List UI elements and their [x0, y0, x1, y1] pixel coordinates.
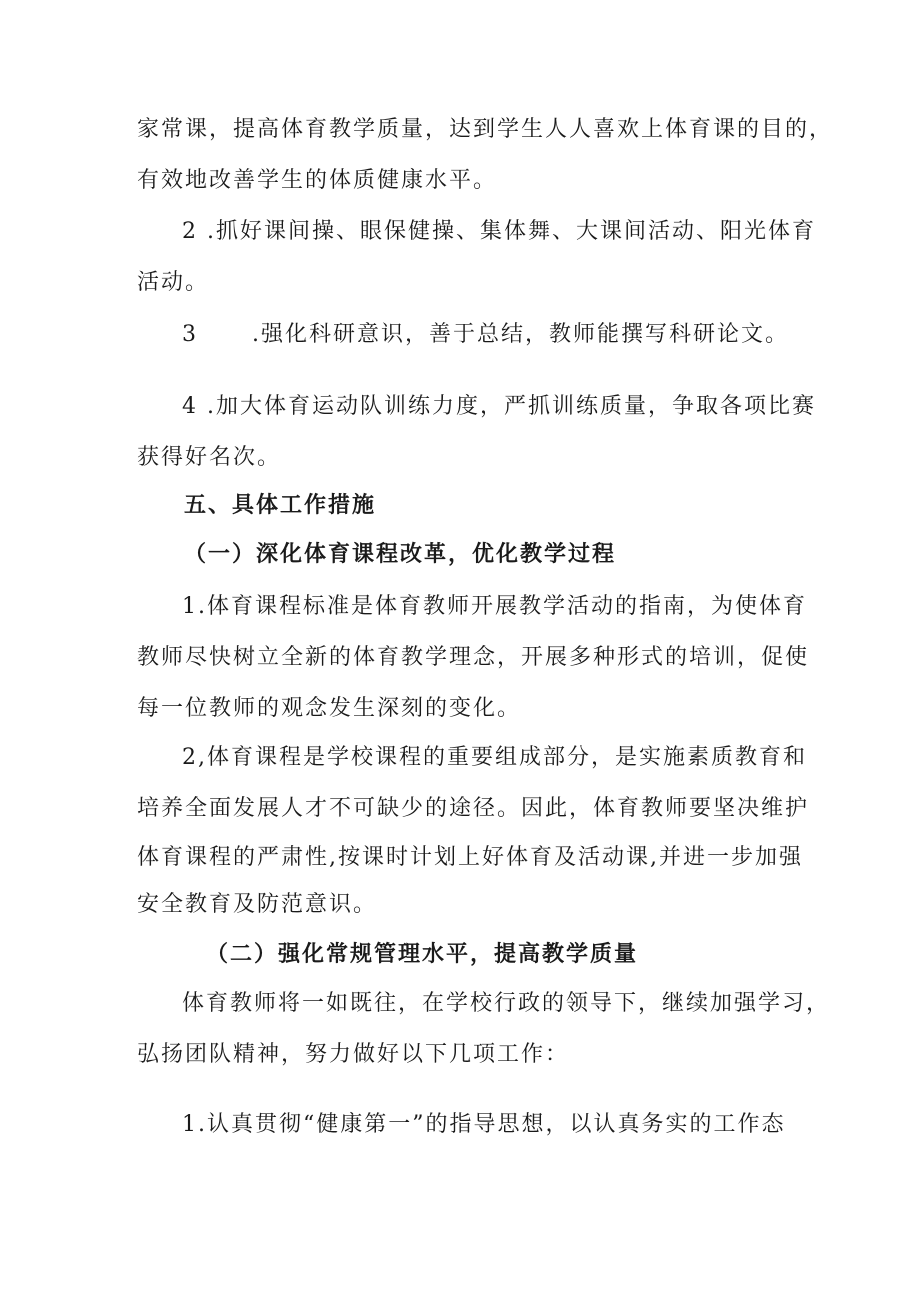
subsection-heading: （一）深化体育课程改革，优化教学过程 — [184, 542, 617, 567]
list-item-2-line: 2 .抓好课间操、眼保健操、集体舞、大课间活动、阳光体育 — [182, 219, 816, 244]
list-item-4-line: 4 .加大体育运动队训练力度，严抓训练质量，争取各项比赛 — [182, 394, 816, 419]
paragraph-line: 教师尽快树立全新的体育教学理念，开展多种形式的培训，促使 — [137, 645, 810, 670]
paragraph-line: 2,体育课程是学校课程的重要组成部分，是实施素质教育和 — [182, 745, 807, 770]
section-heading: 五、具体工作措施 — [184, 493, 377, 518]
paragraph-line: 1.体育课程标准是体育教师开展教学活动的指南，为使体育 — [182, 594, 807, 619]
paragraph-line: 弘扬团队精神，努力做好以下几项工作： — [137, 1042, 570, 1067]
paragraph-line: 培养全面发展人才不可缺少的途径。因此，体育教师要坚决维护 — [137, 796, 810, 821]
paragraph-line: 安全教育及防范意识。 — [137, 892, 378, 917]
paragraph-line: 体育课程的严肃性,按课时计划上好体育及活动课,并进一步加强 — [137, 845, 803, 870]
paragraph-line: 家常课，提高体育教学质量，达到学生人人喜欢上体育课的目的， — [137, 117, 834, 142]
paragraph-line: 有效地改善学生的体质健康水平。 — [137, 168, 498, 193]
list-item-4-line: 获得好名次。 — [137, 445, 282, 470]
subsection-heading: （二）强化常规管理水平，提高教学质量 — [206, 942, 639, 967]
paragraph-line: 体育教师将一如既往，在学校行政的领导下，继续加强学习， — [182, 991, 831, 1016]
paragraph-line: 每一位教师的观念发生深刻的变化。 — [137, 696, 522, 721]
paragraph-line: 1.认真贯彻“健康第一”的指导思想，以认真务实的工作态 — [182, 1112, 786, 1137]
list-item-2-line: 活动。 — [137, 270, 210, 295]
list-item-3-line: 3 .强化科研意识，善于总结，教师能撰写科研论文。 — [182, 322, 789, 347]
